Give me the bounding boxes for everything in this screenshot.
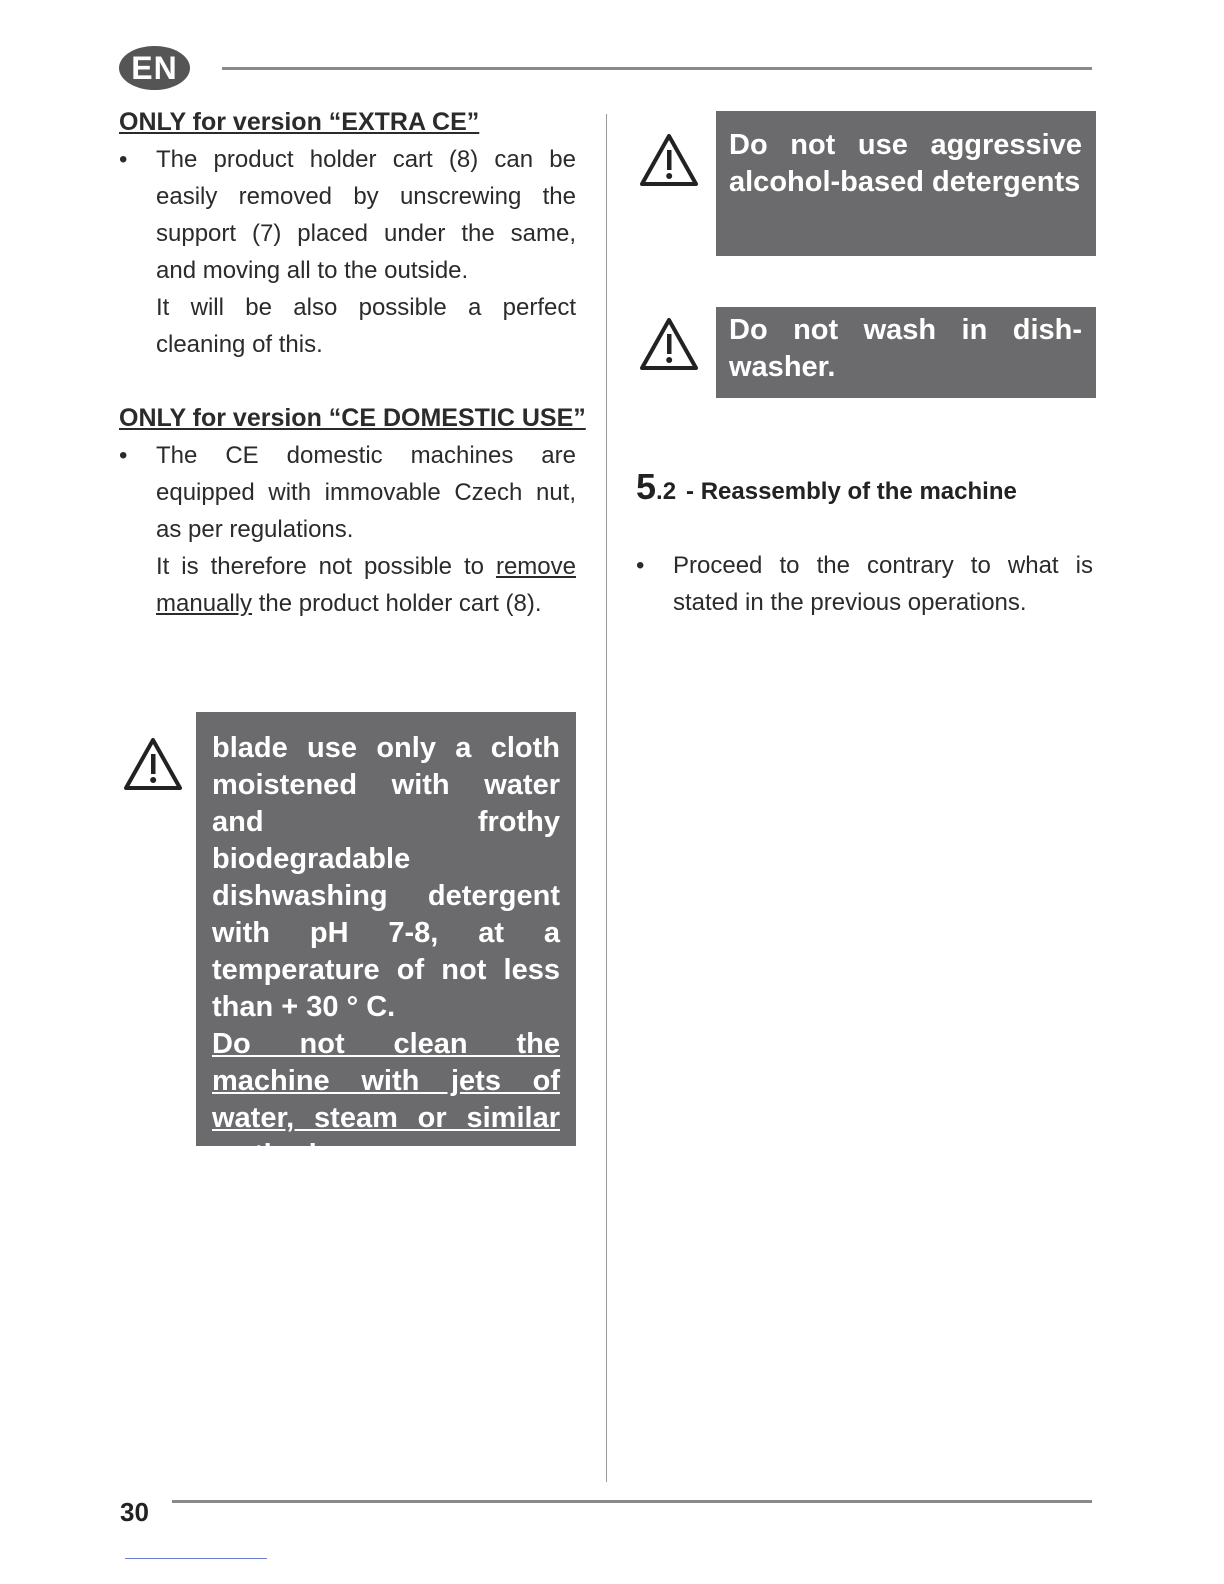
section-paragraph: Proceed to the contrary to what is stated in the previous operations. <box>673 552 1093 616</box>
warning-triangle-icon <box>122 736 184 792</box>
extra-ce-paragraph-2: It will be also possible a perfect cleaning of this. <box>156 294 576 358</box>
ce-domestic-paragraph-1: The CE domestic machines are equipped with immovable Czech nut, as per regulations. <box>156 442 576 543</box>
ce-domestic-heading: ONLY for version “CE DOMESTIC USE” <box>119 404 586 432</box>
section-title: - Reassembly of the machine <box>686 478 1017 505</box>
footer-link-underline <box>125 1558 267 1559</box>
page-number: 30 <box>120 1497 149 1527</box>
column-divider <box>606 114 607 1482</box>
extra-ce-paragraph-1: The product holder cart (8) can be easily removed by unscrewing the support (7) placed under the same, and moving all to the outside. <box>156 146 576 284</box>
section-heading <box>636 466 1017 508</box>
section-bullet: • <box>636 552 645 579</box>
extra-ce-bullet: • <box>119 146 128 173</box>
warning-triangle-icon <box>638 132 700 188</box>
ce-domestic-paragraph-2-start: It is therefore not possible to <box>156 553 496 580</box>
dishwasher-warning-text: Do not wash in dish-washer. <box>729 314 1082 383</box>
ce-domestic-bullet: • <box>119 442 128 469</box>
warning-triangle-icon <box>638 316 700 372</box>
ce-domestic-paragraph-2 <box>156 548 576 622</box>
language-badge: EN <box>119 46 190 90</box>
dishwasher-warning <box>716 307 1096 398</box>
blade-cleaning-warning <box>196 712 576 1171</box>
section-number-minor: .2 <box>656 478 677 505</box>
footer-rule <box>172 1500 1092 1503</box>
header-rule <box>222 67 1092 70</box>
ce-domestic-paragraph-2-end: the product holder cart (8). <box>252 590 542 617</box>
blade-warning-underlined: Do not clean the machine with jets of water, steam or similar methods. <box>212 1028 560 1171</box>
alcohol-detergent-warning <box>716 111 1096 256</box>
blade-warning-text: blade use only a cloth moistened with water and frothy biodegradable dishwashing detergent with pH 7-8, at a temperature of not less than + 30 ° C. <box>212 732 560 1023</box>
remove-manually-emphasis: remove manually <box>156 553 576 617</box>
extra-ce-heading: ONLY for version “EXTRA CE” <box>119 108 480 136</box>
alcohol-warning-text: Do not use aggressive alcohol-based detergents <box>729 129 1082 198</box>
section-number-major: 5 <box>636 466 657 507</box>
